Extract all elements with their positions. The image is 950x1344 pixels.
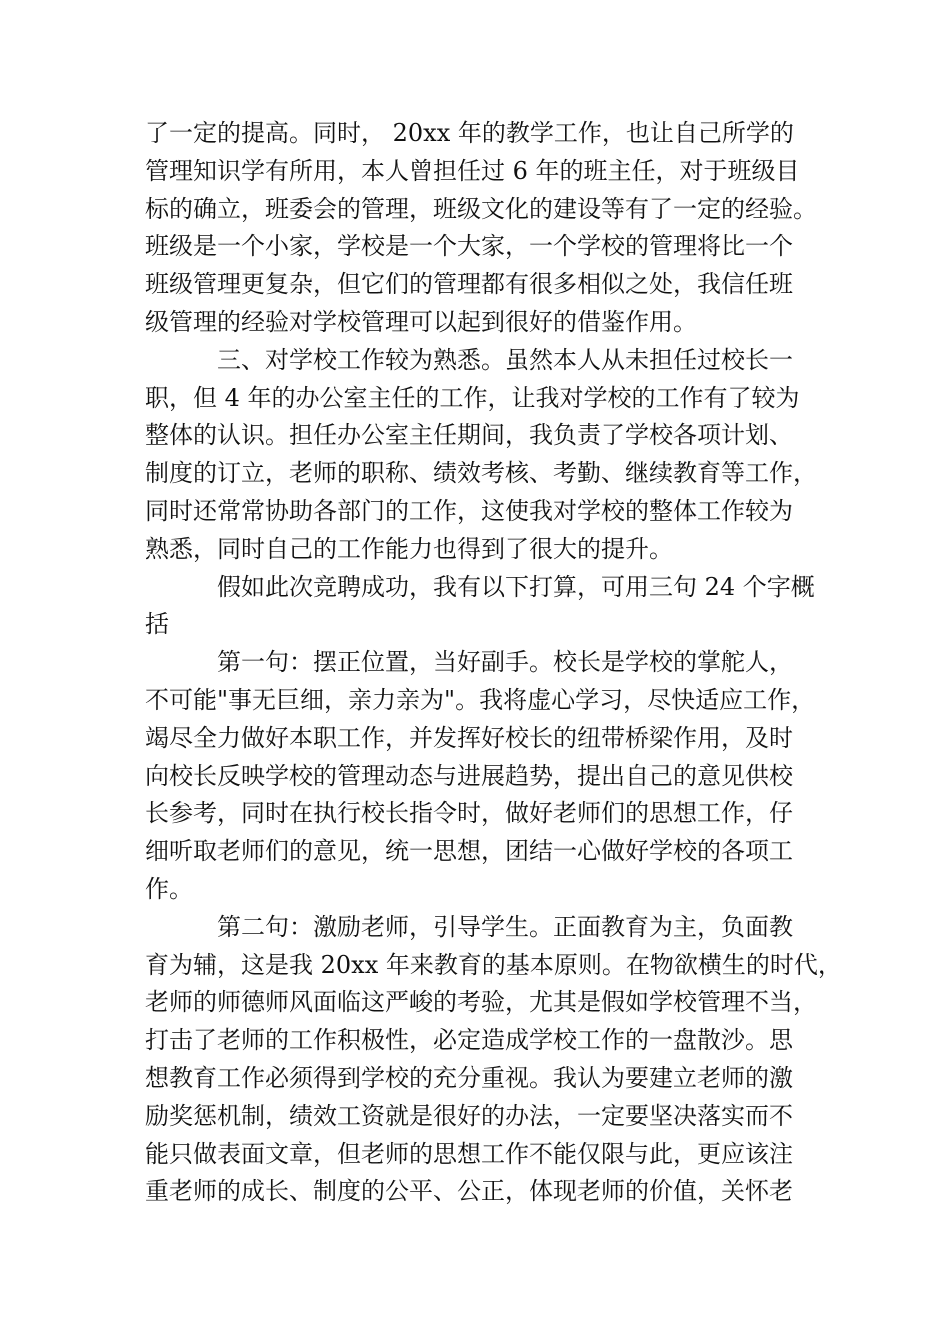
text-line: 班级是一个小家，学校是一个大家，一个学校的管理将比一个 <box>145 232 793 261</box>
text-line: 职，但 4 年的办公室主任的工作，让我对学校的工作有了较为 <box>145 383 800 412</box>
text-line: 标的确立，班委会的管理，班级文化的建设等有了一定的经验。 <box>145 194 817 223</box>
text-line: 了一定的提高。同时， 20xx 年的教学工作，也让自己所学的 <box>145 119 794 147</box>
text-line: 级管理的经验对学校管理可以起到很好的借鉴作用。 <box>145 307 697 336</box>
text-line: 制度的订立，老师的职称、绩效考核、考勤、继续教育等工作， <box>145 459 817 488</box>
text-line: 想教育工作必须得到学校的充分重视。我认为要建立老师的激 <box>145 1063 793 1092</box>
text-line: 育为辅，这是我 20xx 年来教育的基本原则。在物欲横生的时代， <box>145 950 842 979</box>
text-line: 管理知识学有所用，本人曾担任过 6 年的班主任，对于班级目 <box>145 156 800 185</box>
text-line: 打击了老师的工作积极性，必定造成学校工作的一盘散沙。思 <box>145 1026 793 1055</box>
paragraph-start-line: 假如此次竞聘成功，我有以下打算，可用三句 24 个字概 <box>217 572 815 601</box>
text-line: 向校长反映学校的管理动态与进展趋势，提出自己的意见供校 <box>145 761 793 790</box>
text-line: 重老师的成长、制度的公平、公正，体现老师的价值，关怀老 <box>145 1177 793 1206</box>
paragraph-start-line: 三、对学校工作较为熟悉。虽然本人从未担任过校长一 <box>217 345 793 374</box>
text-line: 不可能"事无巨细，亲力亲为"。我将虚心学习，尽快适应工作， <box>145 685 816 714</box>
body-text <box>145 115 842 1211</box>
text-line: 励奖惩机制，绩效工资就是很好的办法，一定要坚决落实而不 <box>145 1101 793 1130</box>
text-line: 长参考，同时在执行校长指令时，做好老师们的思想工作，仔 <box>145 799 793 828</box>
text-line: 老师的师德师风面临这严峻的考验，尤其是假如学校管理不当， <box>145 988 817 1017</box>
text-line: 竭尽全力做好本职工作，并发挥好校长的纽带桥梁作用，及时 <box>145 723 793 752</box>
text-line: 括 <box>145 610 169 639</box>
text-line: 熟悉，同时自己的工作能力也得到了很大的提升。 <box>145 534 673 563</box>
text-line: 整体的认识。担任办公室主任期间，我负责了学校各项计划、 <box>145 421 793 450</box>
text-line: 细听取老师们的意见，统一思想，团结一心做好学校的各项工 <box>145 837 793 866</box>
text-line: 能只做表面文章，但老师的思想工作不能仅限与此，更应该注 <box>145 1139 793 1168</box>
text-line: 同时还常常协助各部门的工作，这使我对学校的整体工作较为 <box>145 496 793 525</box>
text-line: 作。 <box>145 874 193 903</box>
text-line: 班级管理更复杂，但它们的管理都有很多相似之处，我信任班 <box>145 270 793 299</box>
paragraph-start-line: 第一句：摆正位置，当好副手。校长是学校的掌舵人， <box>217 648 793 677</box>
paragraph-start-line: 第二句：激励老师，引导学生。正面教育为主，负面教 <box>217 912 793 941</box>
